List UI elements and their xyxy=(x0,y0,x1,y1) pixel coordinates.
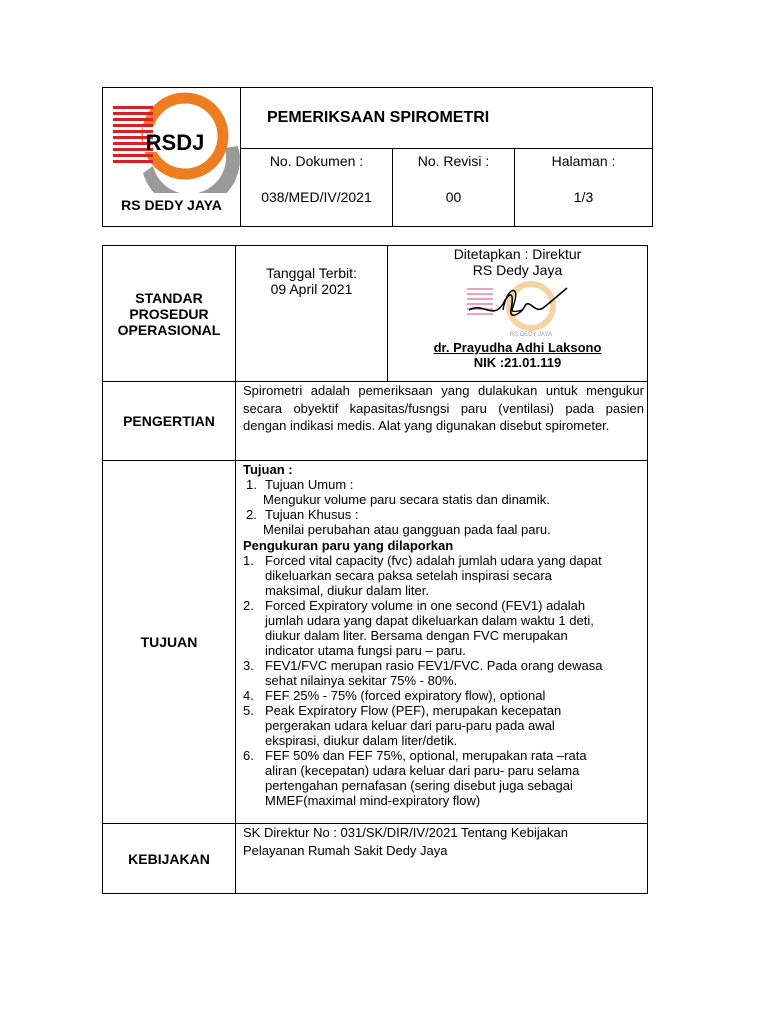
kebijakan-row xyxy=(103,824,648,894)
kebijakan-text: SK Direktur No : 031/SK/DIR/IV/2021 Tentang Kebijakan Pelayanan Rumah Sakit Dedy Jaya xyxy=(236,824,648,894)
list-item-desc: Mengukur volume paru secara statis dan dinamik. xyxy=(263,492,550,507)
measure-list xyxy=(243,553,644,808)
sop-label: STANDAR PROSEDUR OPERASIONAL xyxy=(103,246,236,382)
signer-nik: NIK :21.01.119 xyxy=(473,355,562,370)
stamp-text: RS DEDY JAYA xyxy=(509,332,552,338)
list-item-desc: Menilai perubahan atau gangguan pada faal paru. xyxy=(263,522,551,537)
signer-name: dr. Prayudha Adhi Laksono xyxy=(433,340,602,355)
doc-number-label: No. Dokumen : xyxy=(269,153,364,169)
approved-by-line2: RS Dedy Jaya xyxy=(472,262,563,278)
measure-heading: Pengukuran paru yang dilaporkan xyxy=(243,538,454,553)
pengertian-label: PENGERTIAN xyxy=(103,382,236,461)
tujuan-heading: Tujuan : xyxy=(243,462,293,477)
revision-label: No. Revisi : xyxy=(417,153,490,169)
pengertian-row xyxy=(103,382,648,461)
issue-date-value: 09 April 2021 xyxy=(270,281,353,297)
measure-item: 2. Forced Expiratory volume in one second (FEV1) adalah jumlah udara yang dapat dikeluarkan dalam waktu 1 deti, diukur dalam liter. Bersama dengan FVC merupakan indicator utama fungsi paru – paru. xyxy=(243,598,594,658)
tujuan-content xyxy=(236,461,648,824)
doc-number-value: 038/MED/IV/2021 xyxy=(261,189,372,205)
issue-date-cell xyxy=(236,246,388,382)
measure-item: 4. FEF 25% - 75% (forced expiratory flow), optional xyxy=(243,688,546,703)
measure-item: 5. Peak Expiratory Flow (PEF), merupakan kecepatan pergerakan udara keluar dari paru-paru pada awal ekspirasi, diukur dalam liter/detik. xyxy=(243,703,562,748)
list-item: 2. Tujuan Khusus : xyxy=(246,507,359,522)
rsdj-logo xyxy=(103,88,241,193)
measure-item: 6. FEF 50% dan FEF 75%, optional, merupakan rata –rata aliran (kecepatan) udara keluar dari paru- paru selama pertengahan pernafasan (sering disebut juga sebagai MMEF(maximal mind-expiratory flow) xyxy=(243,748,587,808)
logo-text: RSDJ xyxy=(145,130,205,155)
revision-value: 00 xyxy=(445,189,462,205)
hospital-name: RS DEDY JAYA xyxy=(121,197,222,213)
measure-item: 3. FEV1/FVC merupan rasio FEV1/FVC. Pada orang dewasa sehat nilainya sekitar 75% - 80%. xyxy=(243,658,603,688)
signature-stamp xyxy=(463,280,573,340)
page-label: Halaman : xyxy=(551,153,616,169)
measure-item: 1. Forced vital capacity (fvc) adalah jumlah udara yang dapat dikeluarkan secara paksa setelah inspirasi secara maksimal, diukur dalam liter. xyxy=(243,553,602,598)
approved-by-line1: Ditetapkan : Direktur xyxy=(453,246,582,262)
list-item: 1. Tujuan Umum : xyxy=(246,477,354,492)
doc-number-cell xyxy=(241,149,393,227)
sop-table xyxy=(102,245,648,894)
issue-date-label: Tanggal Terbit: xyxy=(266,265,357,281)
tujuan-label: TUJUAN xyxy=(103,461,236,824)
sop-row xyxy=(103,246,648,382)
document-header xyxy=(102,87,653,227)
tujuan-row xyxy=(103,461,648,824)
approval-cell xyxy=(388,246,648,382)
page-value: 1/3 xyxy=(573,189,594,205)
document-title: PEMERIKSAAN SPIROMETRI xyxy=(241,88,653,149)
revision-cell xyxy=(393,149,515,227)
kebijakan-label: KEBIJAKAN xyxy=(103,824,236,894)
logo-cell xyxy=(103,88,241,227)
page-cell xyxy=(515,149,653,227)
pengertian-text: Spirometri adalah pemeriksaan yang dulakukan untuk mengukur secara obyektif kapasitas/fusngsi paru (ventilasi) pada pasien dengan indikasi medis. Alat yang digunakan disebut spirometer. xyxy=(236,382,648,461)
